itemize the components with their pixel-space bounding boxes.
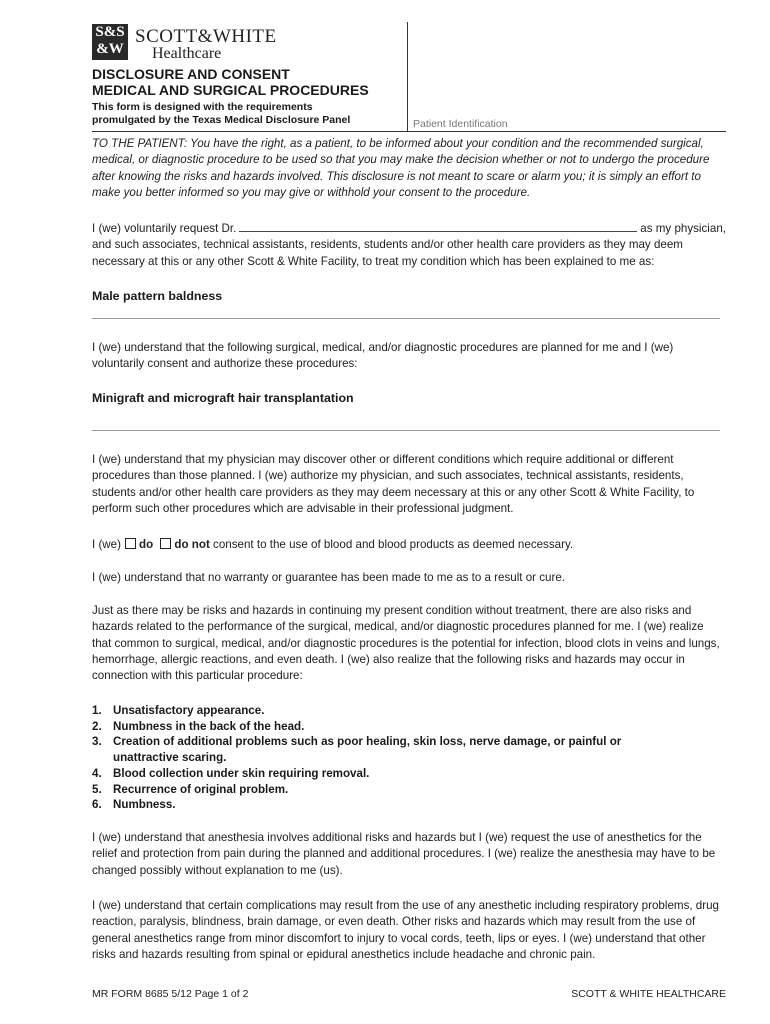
procedure-value: Minigraft and micrograft hair transplantation <box>92 391 354 405</box>
blood-do-not-checkbox[interactable] <box>160 538 171 549</box>
risk-item: 3. Creation of additional problems such as poor healing, skin loss, nerve damage, or painful or unattractive scaring. <box>92 735 622 765</box>
physician-request-line <box>92 221 726 237</box>
brand-subtitle: Healthcare <box>152 45 222 62</box>
form-title-line1: DISCLOSURE AND CONSENT <box>92 66 290 82</box>
logo-text-bottom: &W <box>96 41 124 57</box>
logo-text-top: S&S <box>95 24 125 40</box>
form-number-footer: MR FORM 8685 5/12 Page 1 of 2 <box>92 988 249 1000</box>
other-conditions-paragraph: I (we) understand that my physician may discover other or different conditions which require additional or different procedures than those planned. I (we) authorize my physician, and such associates, technical assistants, residents, students and/or other health care providers as they may deem necessary at this or any other Scott & White Facility, to perform such other procedures which are advisable in their professional judgment. <box>92 453 695 515</box>
blood-consent-line <box>92 537 726 553</box>
risk-item: 5. Recurrence of original problem. <box>92 782 289 796</box>
blood-do-not-label: do not <box>174 538 210 551</box>
blood-suffix: consent to the use of blood and blood products as deemed necessary. <box>213 538 574 551</box>
blood-do-checkbox[interactable] <box>125 538 136 549</box>
physician-name-field[interactable] <box>239 221 637 232</box>
request-suffix: as my physician, <box>640 222 726 235</box>
risk-item: 2. Numbness in the back of the head. <box>92 719 305 733</box>
scott-white-logo <box>92 24 128 60</box>
risk-item: 6. Numbness. <box>92 798 176 812</box>
intro-paragraph: TO THE PATIENT: You have the right, as a patient, to be informed about your condition and the recommended surgical, medical, or diagnostic procedure to be used so that you may make the decision whether or not to undergo the procedure after knowing the risks and hazards involved. This disclosure is not meant to scare or alarm you; it is simply an effort to make you better informed so you may give or withhold your consent to the procedure. <box>92 137 710 199</box>
patient-identification-label: Patient Identification <box>413 118 508 130</box>
request-prefix: I (we) voluntarily request Dr. <box>92 222 237 235</box>
organization-footer: SCOTT & WHITE HEALTHCARE <box>571 988 726 1000</box>
request-paragraph <box>92 221 726 270</box>
blood-prefix: I (we) <box>92 538 121 551</box>
form-title-line2: MEDICAL AND SURGICAL PROCEDURES <box>92 82 369 98</box>
blood-do-label: do <box>138 538 154 551</box>
risk-list <box>92 703 726 813</box>
header-horizontal-divider <box>92 131 726 132</box>
procedure-rule <box>92 430 720 431</box>
form-subtitle-line2: promulgated by the Texas Medical Disclosure Panel <box>92 114 351 126</box>
condition-rule <box>92 318 720 319</box>
brand-name: SCOTT&WHITE <box>135 26 277 47</box>
risks-paragraph: Just as there may be risks and hazards in continuing my present condition without treatment, there are also risks and hazards related to the performance of the surgical, medical, and/or diagnostic procedures planned for me. I (we) realize that common to surgical, medical, and/or diagnostic procedures is the potential for infection, blood clots in veins and lungs, hemorrhage, allergic reactions, and even death. I (we) also realize that the following risks and hazards may occur in connection with this particular procedure: <box>92 604 720 683</box>
form-subtitle <box>92 101 350 127</box>
anesthesia-paragraph-1: I (we) understand that anesthesia involves additional risks and hazards but I (we) request the use of anesthetics for the relief and protection from pain during the planned and additional procedures. I (we) realize the anesthesia may have to be changed possibly without explanation to me (us). <box>92 831 716 877</box>
request-rest: and such associates, technical assistants, residents, students and/or other health care providers as they may deem necessary at this or any other Scott & White Facility, to treat my condition which has been explained to me as: <box>92 238 683 268</box>
risk-item: 4. Blood collection under skin requiring removal. <box>92 766 370 780</box>
anesthesia-paragraph-2: I (we) understand that certain complications may result from the use of any anesthetic including respiratory problems, drug reaction, paralysis, blindness, brain damage, or even death. Other risks and hazards which may result from the use of general anesthetics range from minor discomfort to injury to vocal cords, teeth, lips or eyes. I (we) understand that other risks and hazards resulting from spinal or epidural anesthetics include headache and chronic pain. <box>92 899 720 961</box>
planned-procedures-paragraph: I (we) understand that the following surgical, medical, and/or diagnostic procedures are planned for me and I (we) voluntarily consent and authorize these procedures: <box>92 341 674 371</box>
form-subtitle-line1: This form is designed with the requirements <box>92 101 313 113</box>
header-vertical-divider <box>407 22 408 132</box>
condition-value: Male pattern baldness <box>92 289 223 303</box>
form-title <box>92 66 369 98</box>
risk-item: 1. Unsatisfactory appearance. <box>92 704 265 717</box>
warranty-paragraph: I (we) understand that no warranty or guarantee has been made to me as to a result or cure. <box>92 571 566 584</box>
